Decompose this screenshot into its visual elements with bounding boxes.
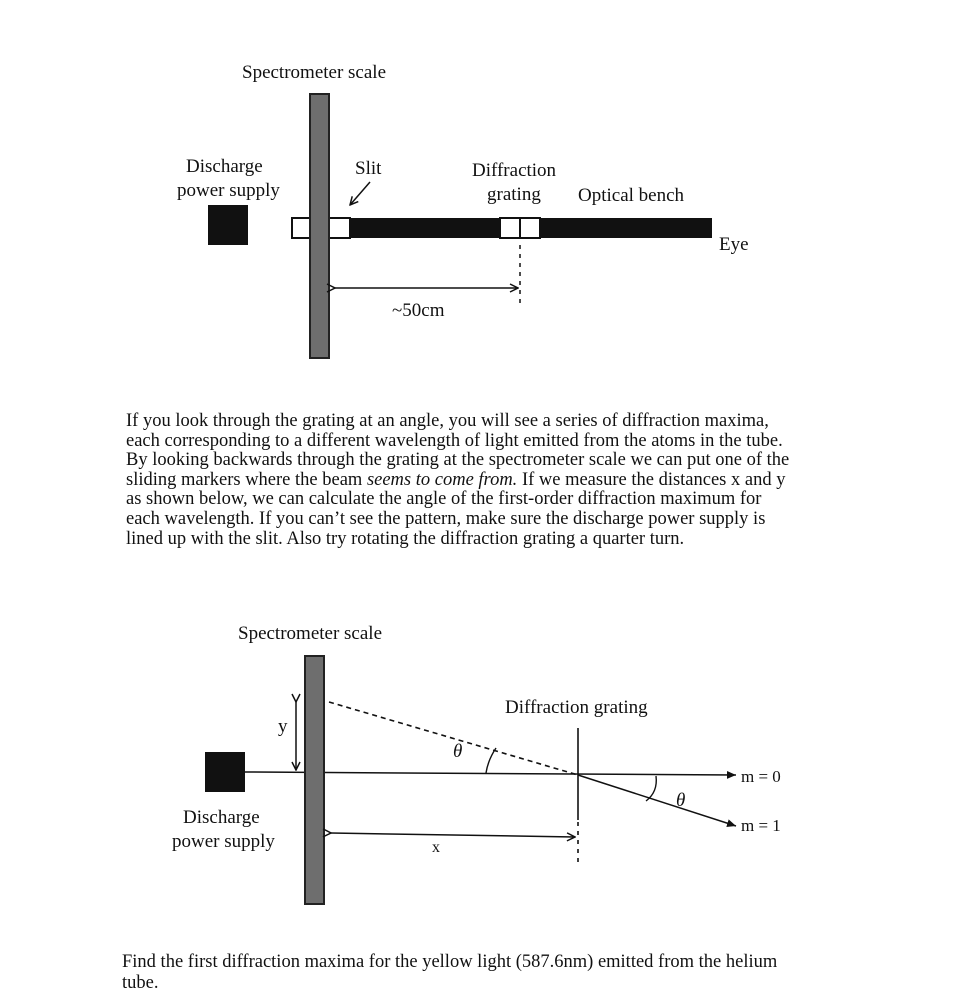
spectrometer-scale-bar-2	[305, 656, 324, 904]
optical-bench-label: Optical bench	[578, 185, 685, 206]
spectrometer-scale-label-2: Spectrometer scale	[238, 623, 383, 644]
distance-label: ~50cm	[392, 300, 445, 321]
discharge-label-line2: power supply	[177, 180, 280, 201]
eye-label: Eye	[719, 234, 749, 255]
discharge-power-supply-box	[208, 205, 248, 245]
x-arrow	[331, 833, 575, 837]
angle-arc-left	[486, 748, 496, 773]
discharge-label-2-line2: power supply	[172, 831, 275, 852]
grating-label-line1: Diffraction	[472, 160, 557, 181]
paragraph-line: each corresponding to a different wavelength of light emitted from the atoms in the tube.	[126, 430, 783, 451]
theta-left-label: θ	[453, 741, 463, 762]
y-label: y	[278, 716, 288, 737]
paragraph-line: If you look through the grating at an angle, you will see a series of diffraction maxima,	[126, 411, 769, 431]
discharge-power-supply-box-2	[205, 752, 245, 792]
m1-label: m = 1	[741, 816, 781, 835]
spectrometer-scale-label: Spectrometer scale	[242, 62, 387, 83]
x-label: x	[432, 839, 440, 856]
first-order-ray	[578, 775, 736, 826]
instructions-paragraph	[126, 412, 866, 549]
paragraph-line: each wavelength. If you can’t see the pattern, make sure the discharge power supply is	[126, 508, 766, 529]
slit-pointer-arrow	[350, 182, 370, 205]
emphasis-text: seems to come from.	[366, 469, 518, 490]
m0-label: m = 0	[741, 767, 781, 786]
paragraph-line: lined up with the slit. Also try rotating the diffraction grating a quarter turn.	[126, 528, 685, 549]
paragraph-line: as shown below, we can calculate the angle of the first-order diffraction maximum for	[126, 489, 762, 510]
question-line: tube.	[122, 973, 159, 993]
paragraph-line: sliding markers where the beam seems to come from. If we measure the distances x and y	[126, 469, 786, 490]
discharge-label-2-line1: Discharge	[183, 807, 260, 828]
grating-label-line2: grating	[487, 184, 541, 205]
question-text	[122, 952, 882, 994]
discharge-label-line1: Discharge	[186, 156, 263, 177]
theta-right-label: θ	[676, 790, 686, 811]
slit-label: Slit	[355, 158, 382, 179]
question-line: Find the first diffraction maxima for the yellow light (587.6nm) emitted from the helium	[122, 952, 778, 972]
paragraph-line: By looking backwards through the grating at the spectrometer scale we can put one of the	[126, 450, 790, 471]
spectrometer-scale-bar	[310, 94, 329, 358]
grating-label-2: Diffraction grating	[505, 697, 648, 718]
